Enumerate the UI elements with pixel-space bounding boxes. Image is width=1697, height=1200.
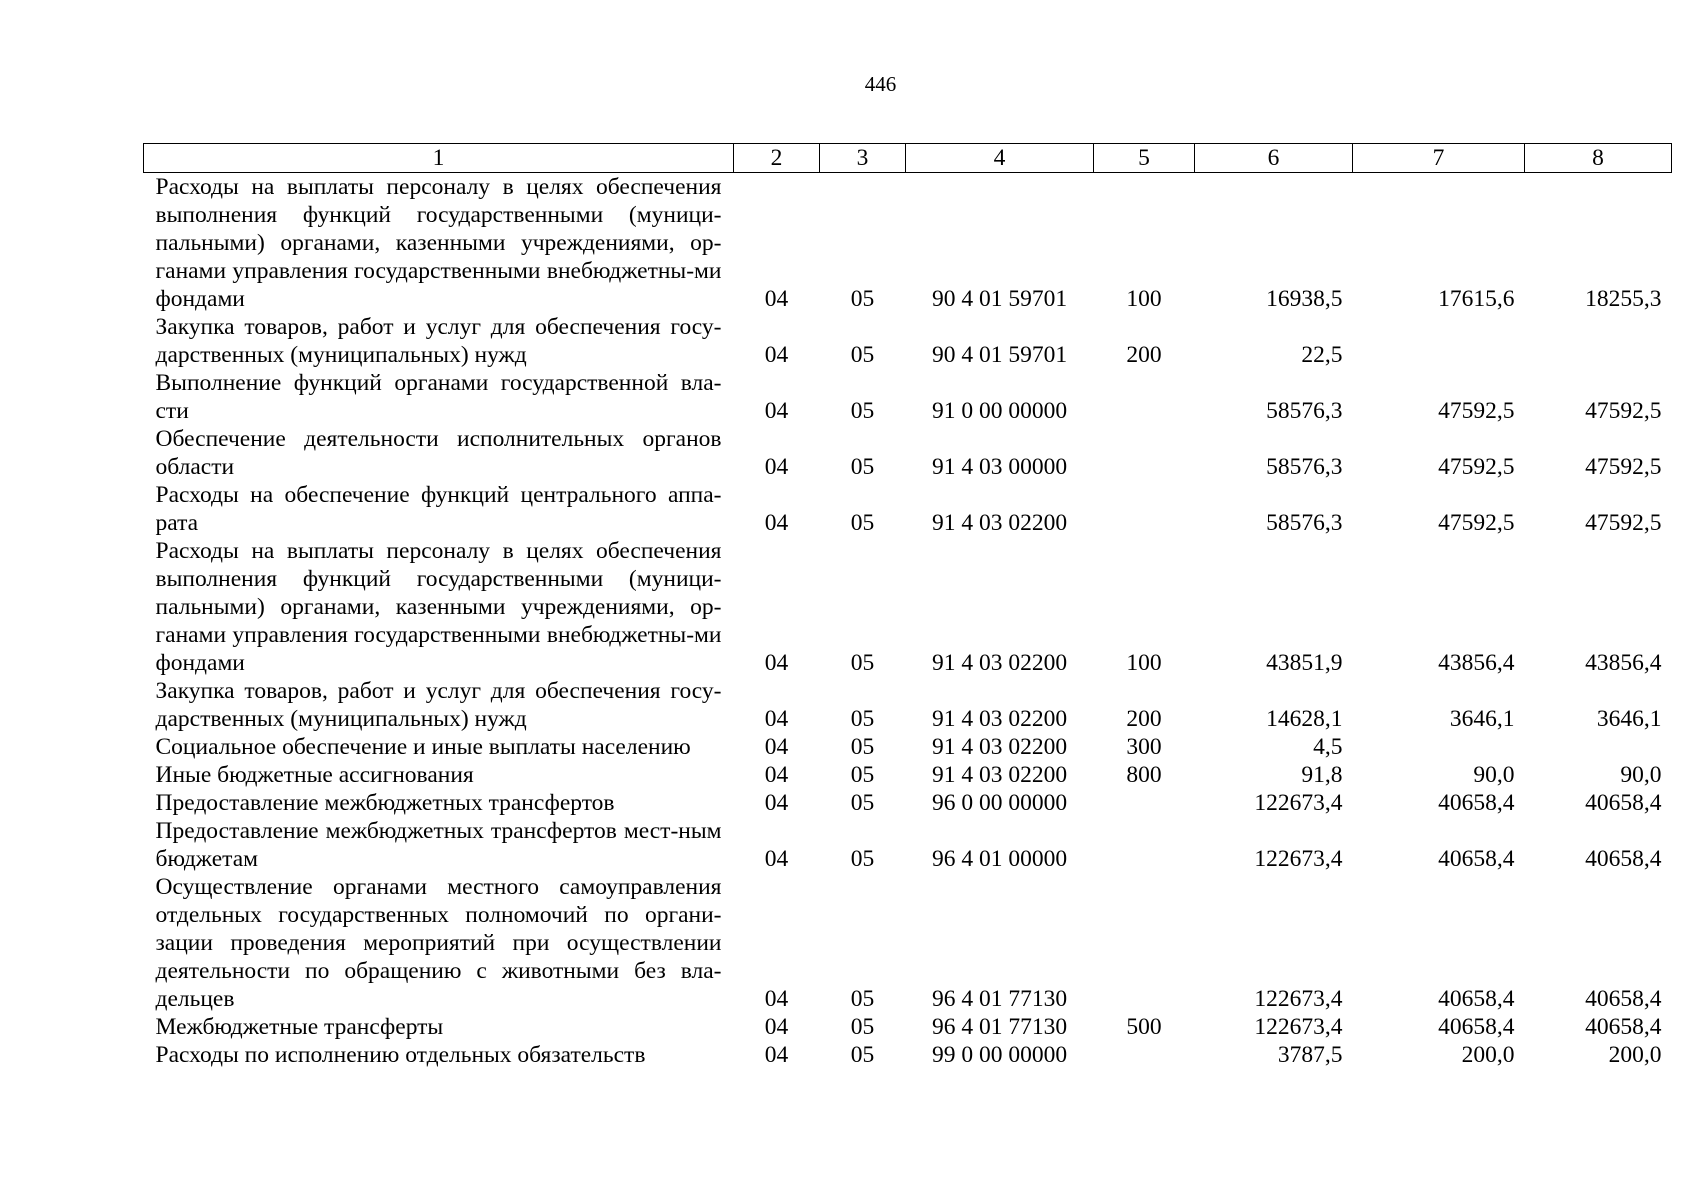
row-amount-col8-cell: 40658,4 — [1585, 790, 1662, 816]
row-amount-col8-cell: 200,0 — [1608, 1042, 1662, 1068]
row-expense-type-cell — [1094, 481, 1195, 537]
table-row — [144, 873, 1672, 1013]
header-col-5: 5 — [1094, 144, 1195, 173]
row-expense-type-cell: 500 — [1126, 1014, 1162, 1040]
row-amount-col6-cell: 22,5 — [1301, 342, 1343, 368]
header-col-1: 1 — [144, 144, 734, 173]
row-subsection-cell: 05 — [850, 1042, 875, 1068]
row-name-cell: Межбюджетные трансферты — [155, 1014, 444, 1040]
row-target-article-cell: 91 4 03 00000 — [931, 454, 1068, 480]
row-amount-col7-cell: 47592,5 — [1438, 398, 1515, 424]
row-target-article-cell: 96 4 01 00000 — [931, 846, 1068, 872]
row-amount-col7-cell: 40658,4 — [1438, 790, 1515, 816]
row-amount-col6-cell: 58576,3 — [1266, 510, 1343, 536]
row-amount-col8-cell: 40658,4 — [1585, 986, 1662, 1012]
row-amount-col6-cell: 122673,4 — [1254, 986, 1343, 1012]
row-target-article-cell: 91 4 03 02200 — [931, 510, 1068, 536]
row-amount-col6-cell: 14628,1 — [1266, 706, 1343, 732]
row-name-cell: Иные бюджетные ассигнования — [155, 762, 474, 788]
row-subsection-cell: 05 — [850, 1014, 875, 1040]
row-amount-col8-cell — [1525, 733, 1672, 761]
row-section-cell: 04 — [764, 286, 789, 312]
table-row — [144, 817, 1672, 873]
row-target-article-cell: 91 4 03 02200 — [931, 762, 1068, 788]
header-row — [144, 144, 1672, 173]
row-amount-col8-cell: 90,0 — [1620, 762, 1662, 788]
header-col-8: 8 — [1525, 144, 1672, 173]
row-section-cell: 04 — [764, 762, 789, 788]
row-name-cell: Выполнение функций органами государственной вла-сти — [155, 370, 722, 424]
header-col-4: 4 — [906, 144, 1094, 173]
row-target-article-cell: 96 4 01 77130 — [931, 986, 1068, 1012]
table-row — [144, 481, 1672, 537]
row-target-article-cell: 99 0 00 00000 — [931, 1042, 1068, 1068]
row-amount-col8-cell: 3646,1 — [1596, 706, 1662, 732]
row-amount-col8-cell: 43856,4 — [1585, 650, 1662, 676]
row-subsection-cell: 05 — [850, 510, 875, 536]
row-amount-col8-cell — [1525, 313, 1672, 369]
row-amount-col7-cell: 47592,5 — [1438, 454, 1515, 480]
row-amount-col7-cell — [1353, 733, 1525, 761]
row-name-cell: Закупка товаров, работ и услуг для обеспечения госу-дарственных (муниципальных) нужд — [155, 678, 722, 732]
row-section-cell: 04 — [764, 342, 789, 368]
row-section-cell: 04 — [764, 790, 789, 816]
table-row — [144, 1013, 1672, 1041]
row-amount-col7-cell: 40658,4 — [1438, 1014, 1515, 1040]
row-subsection-cell: 05 — [850, 398, 875, 424]
row-expense-type-cell: 200 — [1126, 706, 1162, 732]
row-subsection-cell: 05 — [850, 650, 875, 676]
row-expense-type-cell — [1094, 873, 1195, 1013]
row-target-article-cell: 91 4 03 02200 — [931, 706, 1068, 732]
row-subsection-cell: 05 — [850, 790, 875, 816]
row-subsection-cell: 05 — [850, 734, 875, 760]
table-row — [144, 369, 1672, 425]
row-section-cell: 04 — [764, 706, 789, 732]
row-target-article-cell: 90 4 01 59701 — [931, 342, 1068, 368]
row-section-cell: 04 — [764, 846, 789, 872]
row-amount-col6-cell: 4,5 — [1313, 734, 1343, 760]
row-amount-col6-cell: 16938,5 — [1266, 286, 1343, 312]
row-amount-col7-cell: 40658,4 — [1438, 846, 1515, 872]
row-subsection-cell: 05 — [850, 454, 875, 480]
table-row — [144, 789, 1672, 817]
row-amount-col6-cell: 58576,3 — [1266, 398, 1343, 424]
row-target-article-cell: 91 0 00 00000 — [931, 398, 1068, 424]
row-amount-col7-cell: 43856,4 — [1438, 650, 1515, 676]
row-amount-col6-cell: 43851,9 — [1266, 650, 1343, 676]
row-target-article-cell: 96 0 00 00000 — [931, 790, 1068, 816]
table-row — [144, 537, 1672, 677]
row-section-cell: 04 — [764, 650, 789, 676]
row-expense-type-cell: 100 — [1126, 286, 1162, 312]
row-section-cell: 04 — [764, 734, 789, 760]
header-col-2: 2 — [734, 144, 820, 173]
row-amount-col7-cell: 40658,4 — [1438, 986, 1515, 1012]
row-amount-col6-cell: 122673,4 — [1254, 1014, 1343, 1040]
row-target-article-cell: 91 4 03 02200 — [931, 650, 1068, 676]
row-expense-type-cell — [1094, 817, 1195, 873]
row-amount-col6-cell: 3787,5 — [1277, 1042, 1343, 1068]
table-row — [144, 173, 1672, 314]
row-amount-col8-cell: 47592,5 — [1585, 398, 1662, 424]
row-amount-col7-cell: 200,0 — [1461, 1042, 1515, 1068]
row-name-cell: Расходы на обеспечение функций центрального аппа-рата — [155, 482, 722, 536]
row-amount-col6-cell: 122673,4 — [1254, 790, 1343, 816]
row-name-cell: Предоставление межбюджетных трансфертов — [155, 790, 615, 816]
row-expense-type-cell — [1094, 369, 1195, 425]
header-col-3: 3 — [820, 144, 906, 173]
row-name-cell: Закупка товаров, работ и услуг для обеспечения госу-дарственных (муниципальных) нужд — [155, 314, 722, 368]
page-number: 446 — [864, 72, 897, 96]
table-row — [144, 761, 1672, 789]
table-body — [144, 173, 1672, 1070]
row-section-cell: 04 — [764, 510, 789, 536]
row-amount-col7-cell: 17615,6 — [1438, 286, 1515, 312]
table-row — [144, 425, 1672, 481]
row-name-cell: Расходы по исполнению отдельных обязательств — [155, 1042, 646, 1068]
row-subsection-cell: 05 — [850, 342, 875, 368]
row-amount-col7-cell: 47592,5 — [1438, 510, 1515, 536]
row-expense-type-cell: 200 — [1126, 342, 1162, 368]
row-name-cell: Социальное обеспечение и иные выплаты населению — [155, 734, 691, 760]
header-col-6: 6 — [1195, 144, 1353, 173]
table-row — [144, 313, 1672, 369]
row-section-cell: 04 — [764, 398, 789, 424]
row-name-cell: Осуществление органами местного самоуправления отдельных государственных полномочий по органи-зации проведения мероприятий при осуществлении деятельности по обращению с животными без вла-дельцев — [155, 874, 722, 1012]
row-subsection-cell: 05 — [850, 706, 875, 732]
row-section-cell: 04 — [764, 1042, 789, 1068]
row-subsection-cell: 05 — [850, 762, 875, 788]
row-amount-col7-cell — [1353, 313, 1525, 369]
row-amount-col8-cell: 40658,4 — [1585, 846, 1662, 872]
row-expense-type-cell — [1094, 789, 1195, 817]
table-header — [144, 144, 1672, 173]
row-amount-col8-cell: 47592,5 — [1585, 510, 1662, 536]
table-row — [144, 677, 1672, 733]
header-col-7: 7 — [1353, 144, 1525, 173]
row-subsection-cell: 05 — [850, 286, 875, 312]
row-amount-col8-cell: 47592,5 — [1585, 454, 1662, 480]
row-name-cell: Расходы на выплаты персоналу в целях обеспечения выполнения функций государственными (муници-пальными) органами, казенными учреждениями, ор-ганами управления государственными внебюджетны-ми фондами — [155, 538, 722, 676]
row-amount-col7-cell: 3646,1 — [1449, 706, 1515, 732]
row-target-article-cell: 96 4 01 77130 — [931, 1014, 1068, 1040]
row-name-cell: Предоставление межбюджетных трансфертов мест-ным бюджетам — [155, 818, 722, 872]
row-target-article-cell: 90 4 01 59701 — [931, 286, 1068, 312]
budget-table — [143, 143, 1672, 1069]
row-expense-type-cell: 300 — [1126, 734, 1162, 760]
row-expense-type-cell — [1094, 1041, 1195, 1069]
row-expense-type-cell: 800 — [1126, 762, 1162, 788]
row-expense-type-cell: 100 — [1126, 650, 1162, 676]
row-expense-type-cell — [1094, 425, 1195, 481]
row-name-cell: Обеспечение деятельности исполнительных органов области — [155, 426, 722, 480]
row-amount-col6-cell: 122673,4 — [1254, 846, 1343, 872]
table-row — [144, 733, 1672, 761]
row-amount-col8-cell: 18255,3 — [1585, 286, 1662, 312]
row-section-cell: 04 — [764, 1014, 789, 1040]
row-section-cell: 04 — [764, 986, 789, 1012]
row-target-article-cell: 91 4 03 02200 — [931, 734, 1068, 760]
row-amount-col6-cell: 91,8 — [1301, 762, 1343, 788]
row-section-cell: 04 — [764, 454, 789, 480]
row-amount-col6-cell: 58576,3 — [1266, 454, 1343, 480]
table-row — [144, 1041, 1672, 1069]
row-amount-col8-cell: 40658,4 — [1585, 1014, 1662, 1040]
row-subsection-cell: 05 — [850, 986, 875, 1012]
row-amount-col7-cell: 90,0 — [1473, 762, 1515, 788]
row-subsection-cell: 05 — [850, 846, 875, 872]
row-name-cell: Расходы на выплаты персоналу в целях обеспечения выполнения функций государственными (муници-пальными) органами, казенными учреждениями, ор-ганами управления государственными внебюджетны-ми фондами — [155, 174, 722, 312]
